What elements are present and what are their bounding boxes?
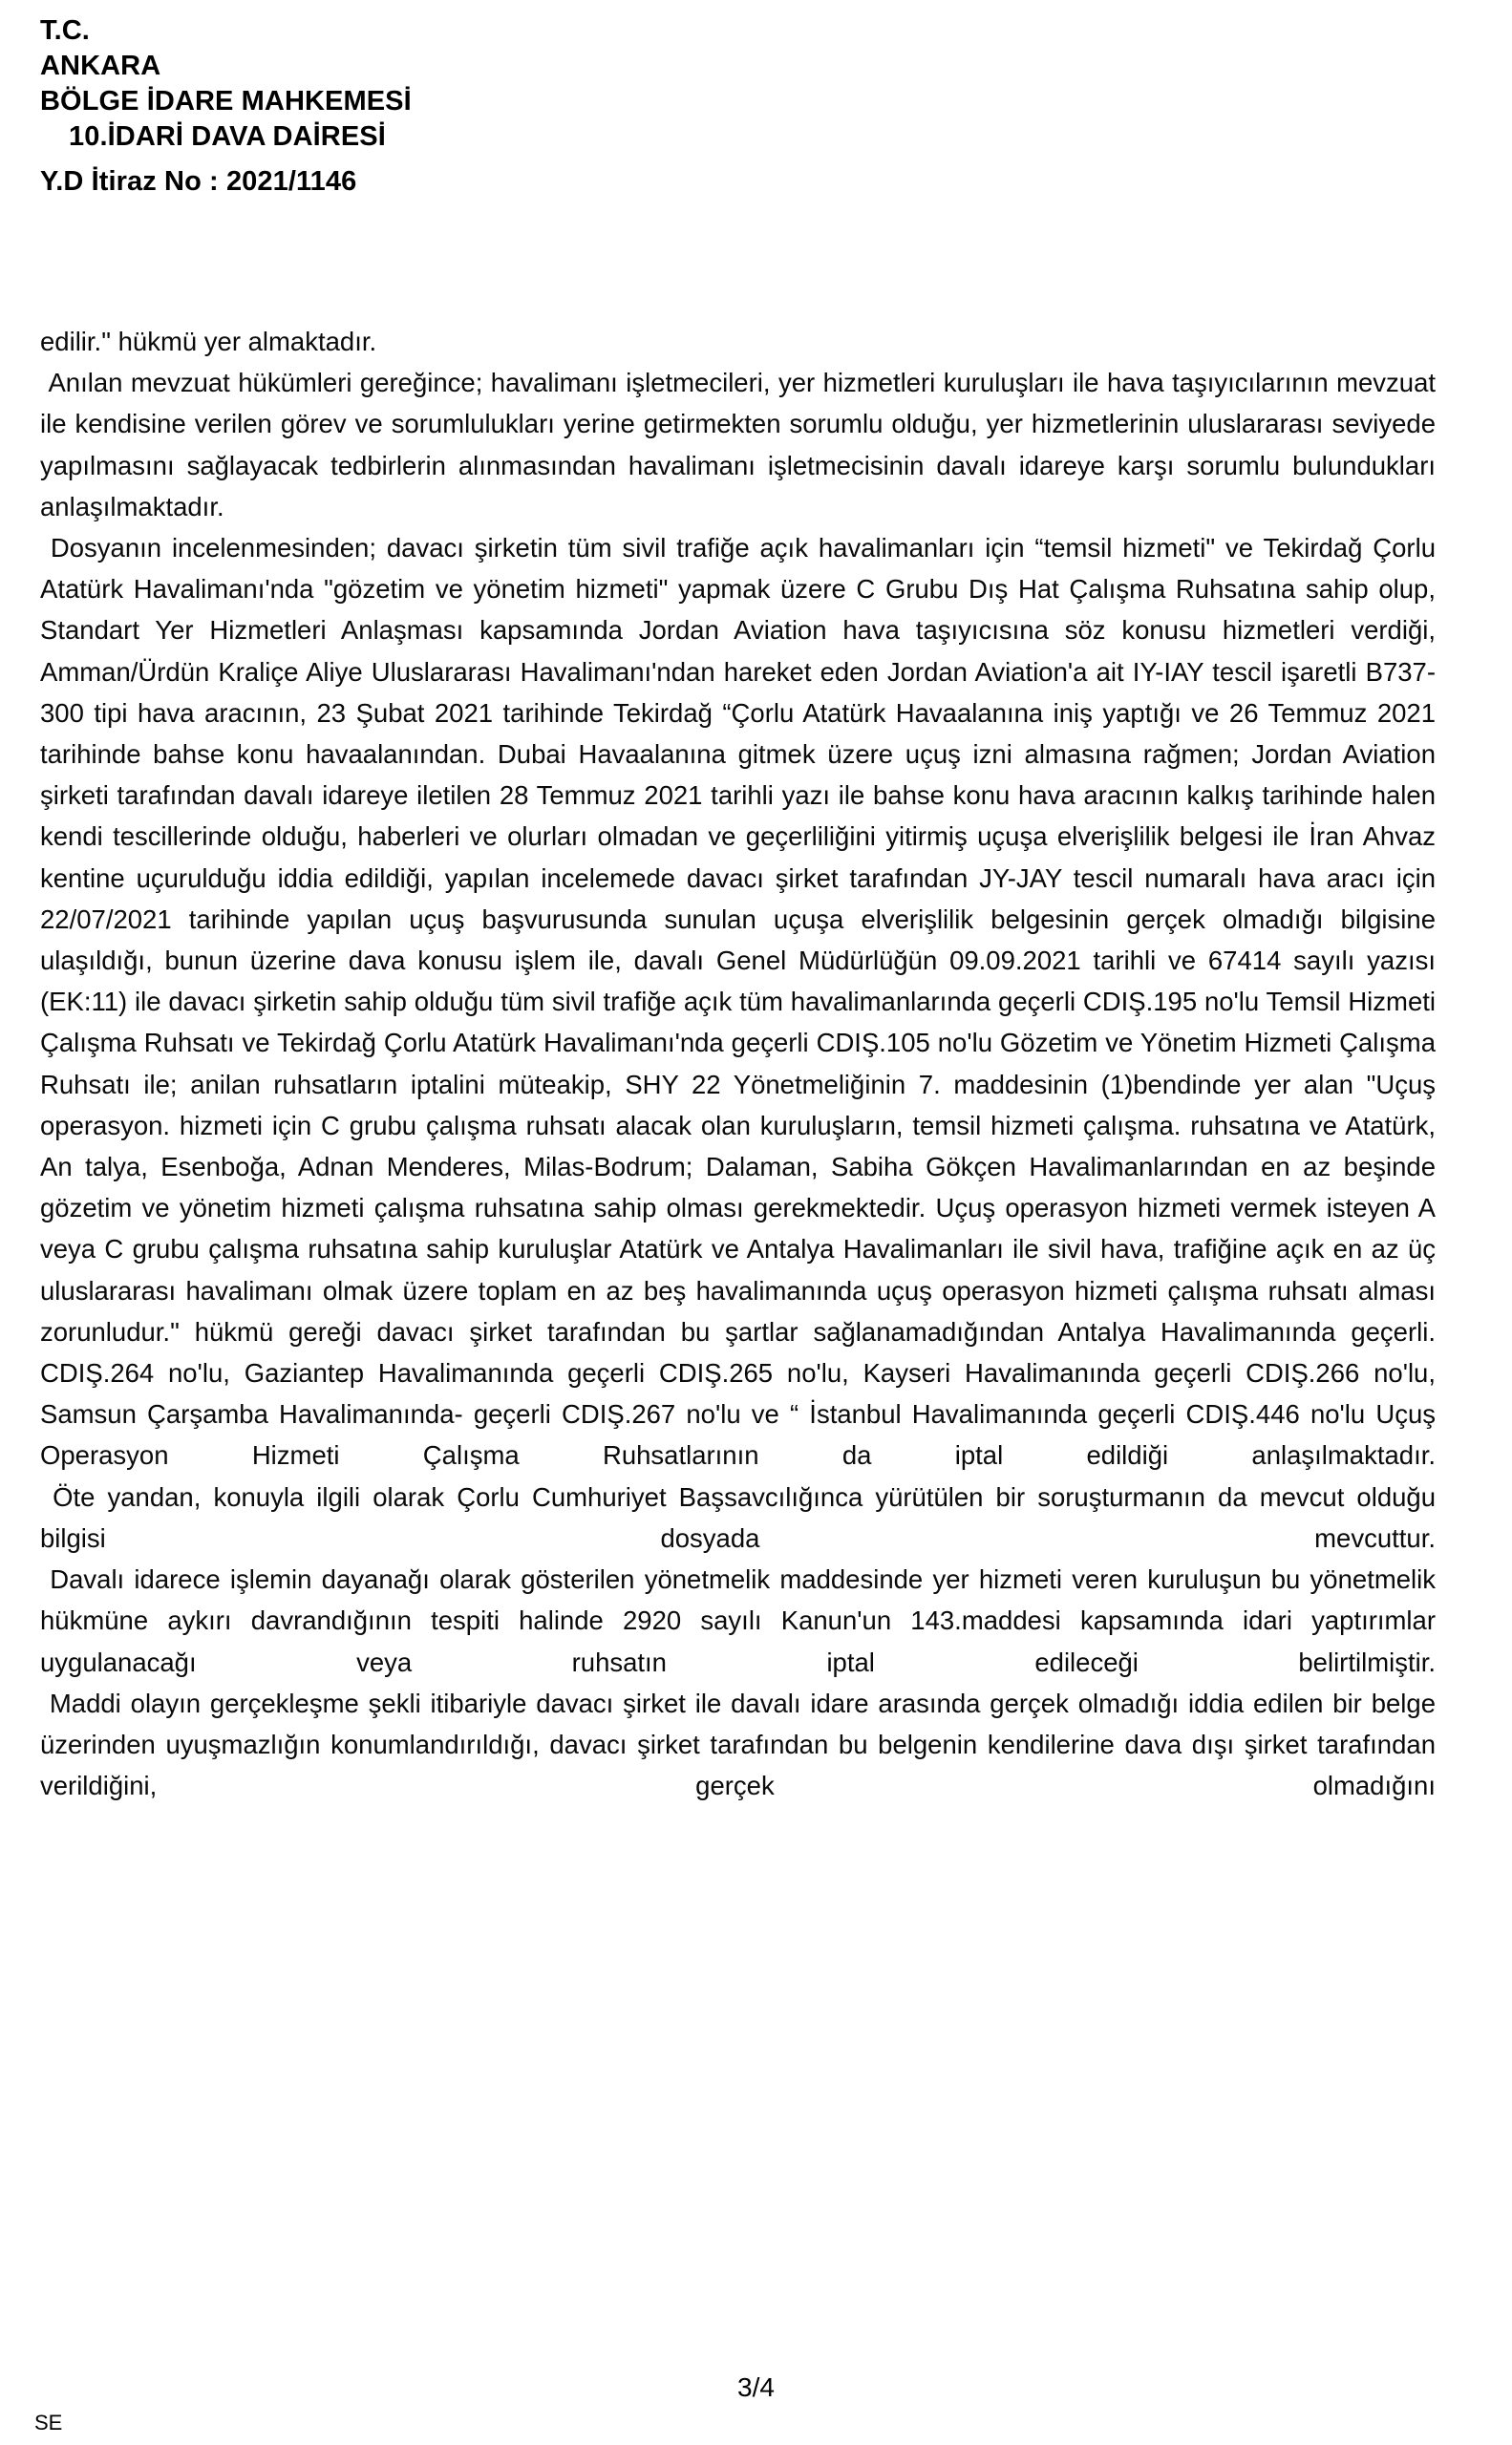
- paragraph-0: edilir." hükmü yer almaktadır.: [40, 327, 377, 356]
- paragraph-2: Dosyanın incelenmesinden; davacı şirketin tüm sivil trafiğe açık havalimanları için “temsil hizmeti" ve Tekirdağ Çorlu Atatürk Havalimanı'nda "gözetim ve yönetim hizmeti" yapmak üzere C Grubu Dış Hat Çalışma Ruhsatına sahip olup, Standart Yer Hizmetleri Anlaşması kapsamında Jordan Aviation hava taşıyıcısına söz konusu hizmetleri verdiği, Amman/Ürdün Kraliçe Aliye Uluslararası Havalimanı'ndan hareket eden Jordan Aviation'a ait IY-IAY tescil işaretli B737-300 tipi hava aracının, 23 Şubat 2021 tarihinde Tekirdağ “Çorlu Atatürk Havaalanına iniş yaptığı ve 26 Temmuz 2021 tarihinde bahse konu havaalanından. Dubai Havaalanına gitmek üzere uçuş izni almasına rağmen; Jordan Aviation şirketi tarafından davalı idareye iletilen 28 Temmuz 2021 tarihli yazı ile bahse konu hava aracının kalkış tarihinde halen kendi tescillerinde olduğu, haberleri ve olurları olmadan ve geçerliliğini yitirmiş uçuşa elverişlilik belgesi ile İran Ahvaz kentine uçurulduğu iddia edildiği, yapılan incelemede davacı şirket tarafından JY-JAY tescil numaralı hava aracı için 22/07/2021 tarihinde yapılan uçuş başvurusunda sunulan uçuşa elverişlilik belgesinin gerçek olmadığı bilgisine ulaşıldığı, bunun üzerine dava konusu işlem ile, davalı Genel Müdürlüğün 09.09.2021 tarihli ve 67414 sayılı yazısı (EK:11) ile davacı şirketin sahip olduğu tüm sivil trafiğe açık tüm havalimanlarında geçerli CDIŞ.195 no'lu Temsil Hizmeti Çalışma Ruhsatı ve Tekirdağ Çorlu Atatürk Havalimanı'nda geçerli CDIŞ.105 no'lu Gözetim ve Yönetim Hizmeti Çalışma Ruhsatı ile; anilan ruhsatların iptalini müteakip, SHY 22 Yönetmeliğinin 7. maddesinin (1)bendinde yer alan "Uçuş operasyon. hizmeti için C grubu çalışma ruhsatı alacak olan kuruluşların, temsil hizmeti çalışma. ruhsatına ve Atatürk, An talya, Esenboğa, Adnan Menderes, Milas-Bodrum; Dalaman, Sabiha Gökçen Havalimanlarından en az beşinde gözetim ve yönetim hizmeti çalışma ruhsatına sahip olması gerekmektedir. Uçuş operasyon hizmeti vermek isteyen A veya C grubu çalışma ruhsatına sahip kuruluşlar Atatürk ve Antalya Havalimanları ile sivil hava, trafiğine açık en az üç uluslararası havalimanı olmak üzere toplam en az beş havalimanında uçuş operasyon hizmeti çalışma ruhsatı alması zorunludur." hükmü gereği davacı şirket tarafından bu şartlar sağlanamadığından Antalya Havalimanında geçerli. CDIŞ.264 no'lu, Gaziantep Havalimanında geçerli CDIŞ.265 no'lu, Kayseri Havalimanında geçerli CDIŞ.266 no'lu, Samsun Çarşamba Havalimanında- geçerli CDIŞ.267 no'lu ve “ İstanbul Havalimanında geçerli CDIŞ.446 no'lu Uçuş Operasyon Hizmeti Çalışma Ruhsatlarının da iptal edildiği anlaşılmaktadır.: [40, 533, 1451, 1471]
- caption-line-court: BÖLGE İDARE MAHKEMESİ: [40, 86, 412, 117]
- document-body: [40, 321, 1451, 1806]
- caption-line-republic: T.C.: [40, 15, 90, 46]
- case-number: Y.D İtiraz No : 2021/1146: [40, 166, 357, 197]
- paragraph-4: Davalı idarece işlemin dayanağı olarak gösterilen yönetmelik maddesinde yer hizmeti veren kuruluşun bu yönetmelik hükmüne aykırı davrandığının tespiti halinde 2920 sayılı Kanun'un 143.maddesi kapsamında idari yaptırımlar uygulanacağı veya ruhsatın iptal edileceği belirtilmiştir.: [40, 1564, 1443, 1677]
- caption-line-chamber: 10.İDARİ DAVA DAİRESİ: [69, 121, 386, 152]
- paragraph-3: Öte yandan, konuyla ilgili olarak Çorlu Cumhuriyet Başsavcılığınca yürütülen bir soruşturmanın da mevcut olduğu bilgisi dosyada mevcuttur.: [40, 1481, 1443, 1553]
- caption-line-city: ANKARA: [40, 51, 161, 81]
- signature-initials: SE: [34, 2411, 63, 2434]
- page-number: 3/4: [737, 2372, 775, 2402]
- paragraph-5: Maddi olayın gerçekleşme şekli itibariyle davacı şirket ile davalı idare arasında gerçek olmadığı iddia edilen bir belge üzerinden uyuşmazlığın konumlandırıldığı, davacı şirket tarafından bu belgenin kendilerine dava dışı şirket tarafından verildiğini, gerçek olmadığını: [40, 1688, 1443, 1801]
- paragraph-1: Anılan mevzuat hükümleri gereğince; havalimanı işletmecileri, yer hizmetleri kuruluşları ile hava taşıyıcılarının mevzuat ile kendisine verilen görev ve sorumlulukları yerine getirmekten sorumlu olduğu, yer hizmetlerinin uluslararası seviyede yapılmasını sağlayacak tedbirlerin alınmasından havalimanı işletmecisinin davalı idareye karşı sorumlu bulundukları anlaşılmaktadır.: [40, 368, 1443, 521]
- court-caption-block: [40, 13, 900, 200]
